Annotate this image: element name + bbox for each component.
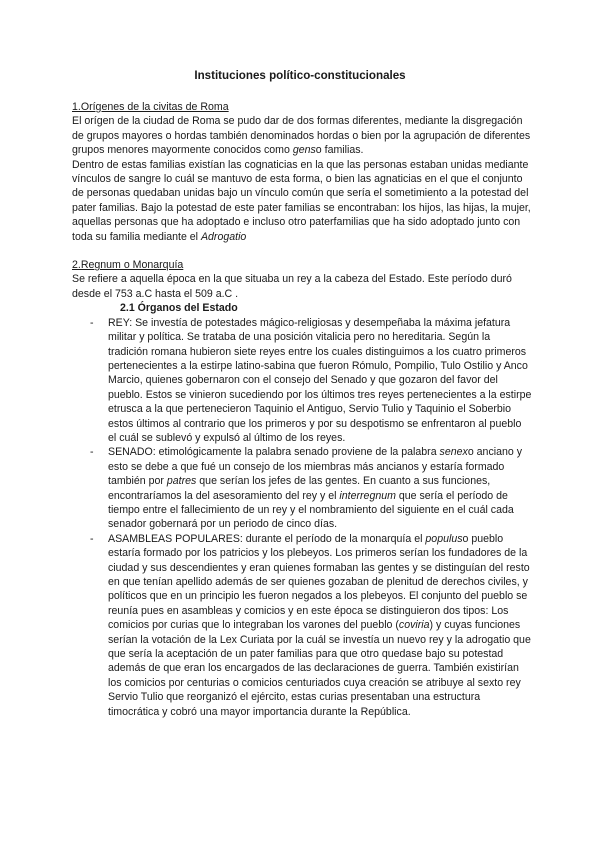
paragraph-text: Dentro de estas familias existían las cognaticias en la que las personas estaban unidas mediante vínculos de sangre lo cuál se mantuvo de esta forma, o bien las agnaticias en el que el conjunto de personas quedaban unidas bajo un vínculo común que sería el sometimiento a la potestad del pater familias. Bajo la potestad de este pater familias se encontraban: los hijos, las hijas, la mujer, aquellas personas que ha adoptado e incluso otro paterfamilias que ha sido adoptado junto con toda su familia mediante el [72, 158, 531, 243]
list-item-text: SENADO: etimológicamente la palabra senado proviene de la palabra [108, 446, 440, 459]
list-item-text: que sería el período de tiempo entre el fallecimiento de un rey y el nombramiento del siguiente en el cuál cada senador gobernará por un periodo de cinco días. [108, 489, 514, 531]
section-2-heading: 2.Regnum o Monarquía [72, 259, 184, 272]
document-body [72, 100, 532, 719]
term-senex: senex [439, 446, 468, 459]
subsection-heading: 2.1 Órganos del Estado [120, 302, 238, 315]
bullet-dash: - [90, 446, 94, 459]
paragraph-text: o familias. [315, 144, 364, 157]
term-patres: patres [166, 475, 197, 488]
paragraph-text: El orígen de la ciudad de Roma se pudo dar de dos formas diferentes, mediante la disgregación de grupos mayores o hordas también denominados hordas o bien por la agrupación de diferentes grupos menores mayormente conocidos como [72, 115, 531, 157]
list-item-text: o pueblo estaría formado por los patricios y los plebeyos. Los primeros serían los fundadores de la ciudad y sus descendientes y eran quienes formaban las gentes y se distinguían del resto en que tenían apellido además de ser quienes gozaban de plenitud de derechos civiles, y políticos que en un principio les fueron negados a los plebeyos. El conjunto del pueblo se reunía pues en asambleas y comicios y en este época se distinguieron dos tipos: Los comicios por curias que lo integraban los varones del pueblo ( [108, 532, 530, 632]
organos-list [72, 316, 532, 719]
list-item-senado [72, 445, 532, 531]
list-item-rey [72, 316, 532, 446]
list-item-text: o anciano y esto se debe a que fué un consejo de los miembras más ancianos y estaría formado también por [108, 446, 523, 488]
section-1-paragraph-2 [72, 158, 532, 244]
spacer [72, 244, 532, 258]
bullet-dash: - [90, 316, 94, 329]
section-1-paragraph-1 [72, 114, 532, 157]
document-title: Instituciones político-constitucionales [194, 69, 406, 82]
section-2-intro: Se refiere a aquella época en la que situaba un rey a la cabeza del Estado. Este período duró desde el 753 a.C hasta el 509 a.C . [72, 273, 512, 300]
list-item-text: ASAMBLEAS POPULARES: durante el período de la monarquía el [108, 532, 426, 545]
term-gens: gens [292, 144, 316, 157]
bullet-dash: - [90, 532, 94, 545]
term-adrogatio: Adrogatio [200, 230, 247, 243]
list-item-text: que serían los jefes de las gentes. En cuanto a sus funciones, encontraríamos la del asesoramiento del rey y el [108, 475, 491, 502]
list-item-text: REY: Se investía de potestades mágico-religiosas y desempeñaba la máxima jefatura militar y política. Se trataba de una posición vitalicia pero no hereditaria. Según la tradición romana hubieron siete reyes entre los cuales distinguimos a los cuatro primeros pertenecientes a la estirpe latino-sabina que fueron Rómulo, Pompilio, Tulo Ostilio y Anco Marcio, quienes gobernaron con el consejo del Senado y que gozaron del favor del pueblo. Estos se vinieron sucediendo por los últimos tres reyes pertenecientes a la estirpe etrusca a la que pertenecieron Taquinio el Antiguo, Servio Tulio y Taquinio el Soberbio estos últimos al contrario que los primeros y por su despotismo se enfrentaron al pueblo el cuál se sublevó y expulsó al último de los reyes. [108, 316, 532, 444]
list-item-asambleas [72, 532, 532, 719]
term-coviria: coviria [398, 619, 430, 632]
list-item-text: ) y cuyas funciones serían la votación de la Lex Curiata por la cuál se investía un nuevo rey y la adrogatio que que sería la aceptación de un pater familias para que otro quedase bajo su potestad además de que eran los encargados de las declaraciones de guerra. También existirían los comicios por centurias o comicios centuriados cuya creación se atribuye al sexto rey Servio Tulio que reorganizó el ejército, estas curias presentaban una estructura timocrática y cobró una mayor importancia durante la República. [108, 619, 531, 718]
section-1-heading: 1.Orígenes de la civitas de Roma [72, 101, 229, 113]
term-populus: populus [425, 532, 463, 545]
term-interregnum: interregnum [339, 489, 396, 502]
